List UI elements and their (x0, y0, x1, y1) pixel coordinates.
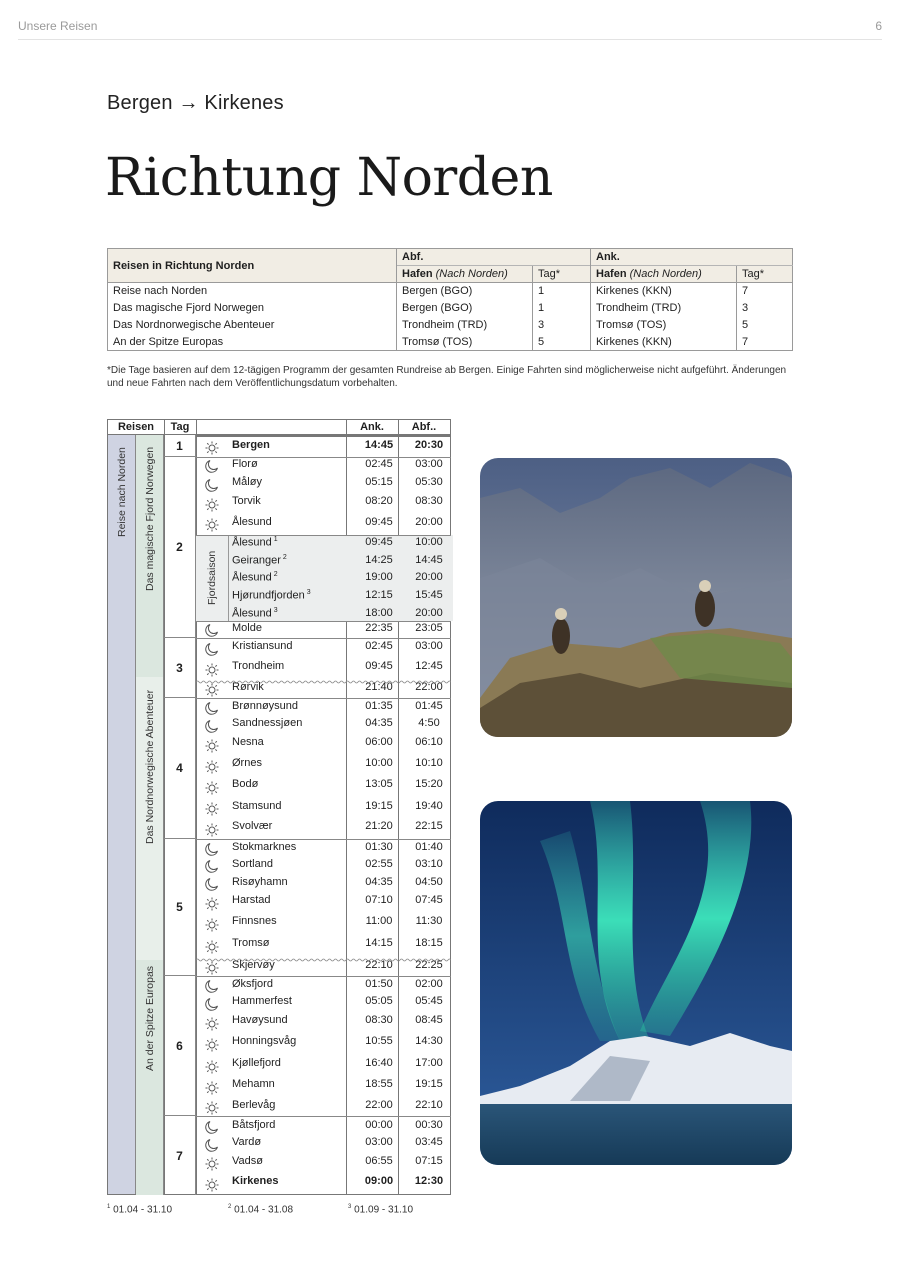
port-name: Sortland (232, 858, 273, 870)
port-name: Ørnes (232, 757, 262, 769)
departure-time: 19:15 (415, 1078, 443, 1090)
departure-time: 07:45 (415, 894, 443, 906)
arrival-time: 22:10 (365, 959, 393, 971)
arrival-time: 07:10 (365, 894, 393, 906)
arrival-time: 01:50 (365, 978, 393, 990)
moon-icon (205, 979, 219, 993)
moon-icon (205, 623, 219, 637)
arrival-time: 01:30 (365, 841, 393, 853)
port-name: Berlevåg (232, 1099, 276, 1111)
trip-label: An der Spitze Europas (144, 965, 156, 1071)
schedule-table (107, 419, 451, 1195)
stop-row (196, 857, 451, 875)
stop-row (196, 1077, 451, 1098)
trip-band-full (108, 435, 136, 1194)
arrival-time: 08:20 (365, 495, 393, 507)
page-header (18, 18, 882, 40)
arr-time-header: Ank. (360, 421, 384, 433)
summary-table (107, 248, 793, 351)
sun-icon (205, 961, 219, 975)
arr-day-header: Tag* (737, 266, 793, 283)
departure-time: 20:00 (415, 571, 443, 583)
departure-time: 03:10 (415, 858, 443, 870)
dep-time-header: Abf.. (411, 421, 437, 433)
port-name: Bergen (232, 439, 270, 451)
fjord-season-label: Fjordsaison (206, 550, 218, 605)
stop-row (196, 893, 451, 914)
trip-label: Das magische Fjord Norwegen (144, 446, 156, 591)
arrival-time: 22:00 (365, 1099, 393, 1111)
arrival-time: 04:35 (365, 876, 393, 888)
arrival-time: 02:55 (365, 858, 393, 870)
aurora-photo (480, 801, 792, 1165)
trip-label: Das Nordnorwegische Abenteuer (144, 689, 156, 844)
sun-icon (205, 1178, 219, 1192)
route-subtitle: Bergen → Kirkenes (107, 92, 284, 114)
day-cell: 7 (164, 1116, 196, 1195)
port-name: Torvik (232, 495, 261, 507)
port-name: Kristiansund (232, 640, 293, 652)
departure-time: 00:30 (415, 1119, 443, 1131)
stop-row (196, 639, 451, 659)
arrival-time: 10:55 (365, 1035, 393, 1047)
summary-row (108, 283, 793, 300)
footnote-3: $^3$ 01.09 - 31.10 (348, 1204, 414, 1216)
trip-name: An der Spitze Europas (113, 335, 224, 348)
port-name: Ålesund $^1$ (232, 536, 278, 549)
trip-name: Das Nordnorwegische Abenteuer (113, 319, 275, 331)
sun-icon (205, 760, 219, 774)
departure-time: 20:30 (414, 439, 444, 451)
port-name: Molde (232, 622, 262, 634)
departure-time: 07:15 (415, 1155, 443, 1167)
arr-header: Ank. (591, 249, 793, 266)
port-name: Ålesund (232, 516, 272, 528)
sun-icon (205, 802, 219, 816)
moon-icon (205, 642, 219, 656)
stop-row (196, 977, 451, 994)
arrival-time: 18:00 (365, 607, 393, 619)
departure-time: 17:00 (415, 1057, 443, 1069)
departure-time: 20:00 (415, 516, 443, 528)
stop-row (196, 819, 451, 840)
stop-row (196, 535, 451, 553)
departure-time: 01:40 (415, 841, 443, 853)
departure-time: 14:30 (415, 1035, 443, 1047)
departure-time: 15:20 (415, 778, 443, 790)
moon-icon (205, 859, 219, 873)
sun-icon (205, 781, 219, 795)
departure-time: 18:15 (415, 937, 443, 949)
stop-row (196, 936, 451, 958)
sun-icon (205, 518, 219, 532)
arrival-time: 14:15 (365, 937, 393, 949)
sun-icon (205, 441, 219, 455)
stop-row (196, 1135, 451, 1154)
summary-row (108, 334, 793, 351)
trip-name: Reise nach Norden (108, 283, 397, 300)
stop-row (196, 588, 451, 606)
departure-time: 05:30 (415, 476, 443, 488)
page-title: Richtung Norden (105, 148, 553, 208)
arrival-time: 09:00 (364, 1175, 394, 1187)
day-header: Tag (170, 421, 190, 433)
stop-row (196, 1013, 451, 1034)
stop-row (196, 438, 451, 457)
moon-icon (205, 1120, 219, 1134)
trip-name: Das magische Fjord Norwegen (113, 302, 265, 314)
arr-day: 5 (737, 317, 793, 334)
stop-row (196, 606, 451, 621)
day-cell: 3 (164, 638, 196, 698)
day-cell: 4 (164, 698, 196, 839)
arrival-time: 09:45 (365, 516, 393, 528)
port-name: Hammerfest (232, 995, 292, 1007)
sun-icon (205, 683, 219, 697)
moon-icon (205, 877, 219, 891)
stop-row (196, 1056, 451, 1077)
departure-time: 11:30 (415, 915, 443, 927)
stop-row (196, 1174, 451, 1195)
departure-time: 08:30 (415, 495, 443, 507)
port-name: Florø (232, 458, 258, 470)
stop-row (196, 875, 451, 893)
departure-time: 02:00 (415, 978, 443, 990)
departure-time: 22:25 (415, 959, 443, 971)
port-name: Ålesund $^3$ (232, 607, 278, 620)
arrival-time: 09:45 (365, 536, 393, 548)
arrival-time: 05:05 (365, 995, 393, 1007)
arrival-time: 06:55 (365, 1155, 393, 1167)
stop-row (196, 914, 451, 936)
sun-icon (205, 918, 219, 932)
departure-time: 03:00 (415, 640, 443, 652)
departure-time: 14:45 (415, 554, 443, 566)
stop-row (196, 1118, 451, 1135)
arrival-time: 22:35 (365, 622, 393, 634)
stop-row (196, 799, 451, 819)
port-name: Stokmarknes (232, 841, 297, 853)
dep-port: Trondheim (TRD) (397, 317, 533, 334)
section-label: Unsere Reisen (18, 19, 98, 33)
arrival-time: 13:05 (365, 778, 393, 790)
departure-time: 12:30 (414, 1175, 444, 1187)
departure-time: 06:10 (415, 736, 443, 748)
arrival-time: 14:45 (364, 439, 394, 451)
port-name: Trondheim (232, 660, 285, 672)
sun-icon (205, 897, 219, 911)
day-cell: 6 (164, 976, 196, 1116)
dep-day: 1 (533, 300, 591, 317)
port-name: Skjervøy (232, 959, 275, 971)
arrival-time: 05:15 (365, 476, 393, 488)
port-name: Brønnøysund (232, 700, 299, 712)
day-cell: 2 (164, 457, 196, 638)
arr-port: Tromsø (TOS) (591, 317, 737, 334)
stop-row (196, 457, 451, 475)
moon-icon (205, 719, 219, 733)
arrival-time: 11:00 (365, 915, 393, 927)
sun-icon (205, 1101, 219, 1115)
port-name: Kirkenes (232, 1175, 279, 1187)
port-name: Havøysund (232, 1014, 288, 1026)
port-name: Risøyhamn (232, 876, 288, 888)
sun-icon (205, 1060, 219, 1074)
arrival-time: 16:40 (365, 1057, 393, 1069)
moon-icon (205, 701, 219, 715)
sun-icon (205, 940, 219, 954)
arr-port: Trondheim (TRD) (591, 300, 737, 317)
moon-icon (205, 842, 219, 856)
port-name: Kjøllefjord (232, 1057, 281, 1069)
port-name: Båtsfjord (232, 1119, 276, 1131)
stop-row (196, 958, 451, 977)
port-name: Stamsund (232, 800, 282, 812)
sun-icon (205, 1038, 219, 1052)
arr-day: 7 (737, 334, 793, 351)
departure-time: 08:45 (415, 1014, 443, 1026)
departure-time: 03:00 (415, 458, 443, 470)
summary-title: Reisen in Richtung Norden (108, 249, 397, 283)
departure-time: 10:10 (415, 757, 443, 769)
moon-icon (205, 1138, 219, 1152)
port-name: Harstad (232, 894, 271, 906)
departure-time: 19:40 (415, 800, 443, 812)
arrival-time: 08:30 (365, 1014, 393, 1026)
stop-row (196, 1098, 451, 1118)
port-name: Bodø (232, 778, 259, 790)
arr-day: 3 (737, 300, 793, 317)
arrival-time: 10:00 (365, 757, 393, 769)
sun-icon (205, 498, 219, 512)
dep-port: Tromsø (TOS) (397, 334, 533, 351)
departure-time: 20:00 (415, 607, 443, 619)
departure-time: 22:10 (415, 1099, 443, 1111)
arr-day: 7 (737, 283, 793, 300)
stop-row (196, 621, 451, 639)
stop-row (196, 756, 451, 777)
stop-row (196, 570, 451, 588)
arrival-time: 00:00 (365, 1119, 393, 1131)
port-name: Øksfjord (232, 978, 273, 990)
departure-time: 22:00 (415, 681, 443, 693)
stop-row (196, 475, 451, 494)
page-number: 6 (875, 19, 882, 33)
stop-row (196, 515, 451, 535)
port-name: Sandnessjøen (232, 717, 303, 729)
stop-row (196, 659, 451, 680)
stop-row (196, 840, 451, 857)
arr-port: Kirkenes (KKN) (591, 283, 737, 300)
departure-time: 01:45 (415, 700, 443, 712)
day-cell: 5 (164, 839, 196, 976)
port-name: Honningsvåg (232, 1035, 297, 1047)
stop-row (196, 716, 451, 735)
arrival-time: 14:25 (365, 554, 393, 566)
eagles-photo (480, 458, 792, 737)
day-cell: 1 (164, 435, 196, 457)
departure-time: 15:45 (415, 589, 443, 601)
arrival-time: 03:00 (365, 1136, 393, 1148)
dep-port: Bergen (BGO) (397, 300, 533, 317)
arrival-time: 04:35 (365, 717, 393, 729)
stop-row (196, 994, 451, 1013)
sun-icon (205, 1081, 219, 1095)
stop-row (196, 1154, 451, 1174)
arrival-time: 19:00 (365, 571, 393, 583)
stop-row (196, 1034, 451, 1056)
moon-icon (205, 997, 219, 1011)
arrival-time: 06:00 (365, 736, 393, 748)
stop-row (196, 680, 451, 699)
arrival-time: 19:15 (365, 800, 393, 812)
port-name: Nesna (232, 736, 264, 748)
arrival-time: 21:40 (365, 681, 393, 693)
moon-icon (205, 478, 219, 492)
port-name: Finnsnes (232, 915, 277, 927)
departure-time: 23:05 (415, 622, 443, 634)
departure-time: 10:00 (415, 536, 443, 548)
dep-port: Bergen (BGO) (397, 283, 533, 300)
sun-icon (205, 1017, 219, 1031)
footnote-1: $^1$ 01.04 - 31.10 (107, 1204, 173, 1216)
departure-time: 22:15 (415, 820, 443, 832)
port-name: Svolvær (232, 820, 273, 832)
departure-time: 4:50 (418, 717, 440, 729)
moon-icon (205, 459, 219, 473)
sun-icon (205, 663, 219, 677)
footnote-2: $^2$ 01.04 - 31.08 (228, 1204, 294, 1216)
port-name: Geiranger $^2$ (232, 554, 287, 567)
dep-port-header: Hafen (Nach Norden) (397, 266, 533, 283)
trip-label-full: Reise nach Norden (116, 447, 128, 537)
summary-row (108, 300, 793, 317)
stop-row (196, 494, 451, 515)
port-name: Tromsø (232, 937, 270, 949)
departure-time: 05:45 (415, 995, 443, 1007)
arrival-time: 18:55 (365, 1078, 393, 1090)
departure-time: 03:45 (415, 1136, 443, 1148)
port-name: Måløy (232, 476, 262, 488)
dep-day: 1 (533, 283, 591, 300)
dep-day-header: Tag* (533, 266, 591, 283)
port-name: Vardø (232, 1136, 262, 1148)
sun-icon (205, 823, 219, 837)
port-name: Ålesund $^2$ (232, 571, 278, 584)
departure-time: 04:50 (415, 876, 443, 888)
stop-row (196, 699, 451, 716)
arr-port-header: Hafen (Nach Norden) (591, 266, 737, 283)
arrival-time: 09:45 (365, 660, 393, 672)
arrival-time: 01:35 (365, 700, 393, 712)
summary-row (108, 317, 793, 334)
port-name: Mehamn (232, 1078, 275, 1090)
dep-day: 5 (533, 334, 591, 351)
port-name: Rørvik (232, 681, 264, 693)
stop-row (196, 553, 451, 570)
port-name: Vadsø (232, 1155, 263, 1167)
arrival-time: 12:15 (365, 589, 393, 601)
port-name: Hjørundfjorden $^3$ (232, 589, 311, 602)
dep-header: Abf. (397, 249, 591, 266)
arr-port: Kirkenes (KKN) (591, 334, 737, 351)
arrival-time: 02:45 (365, 640, 393, 652)
arrival-time: 21:20 (365, 820, 393, 832)
sun-icon (205, 739, 219, 753)
dep-day: 3 (533, 317, 591, 334)
sun-icon (205, 1157, 219, 1171)
departure-time: 12:45 (415, 660, 443, 672)
stop-row (196, 735, 451, 756)
trips-header: Reisen (117, 421, 155, 433)
arrival-time: 02:45 (365, 458, 393, 470)
stop-row (196, 777, 451, 799)
footnote-text: *Die Tage basieren auf dem 12-tägigen Programm der gesamten Rundreise ab Bergen. Einige Fahrten sind möglicherweise nicht aufgeführt. Änderungen und neue Fahrten nach dem Veröffentlichungsdatum vorbehalten. (107, 365, 787, 389)
